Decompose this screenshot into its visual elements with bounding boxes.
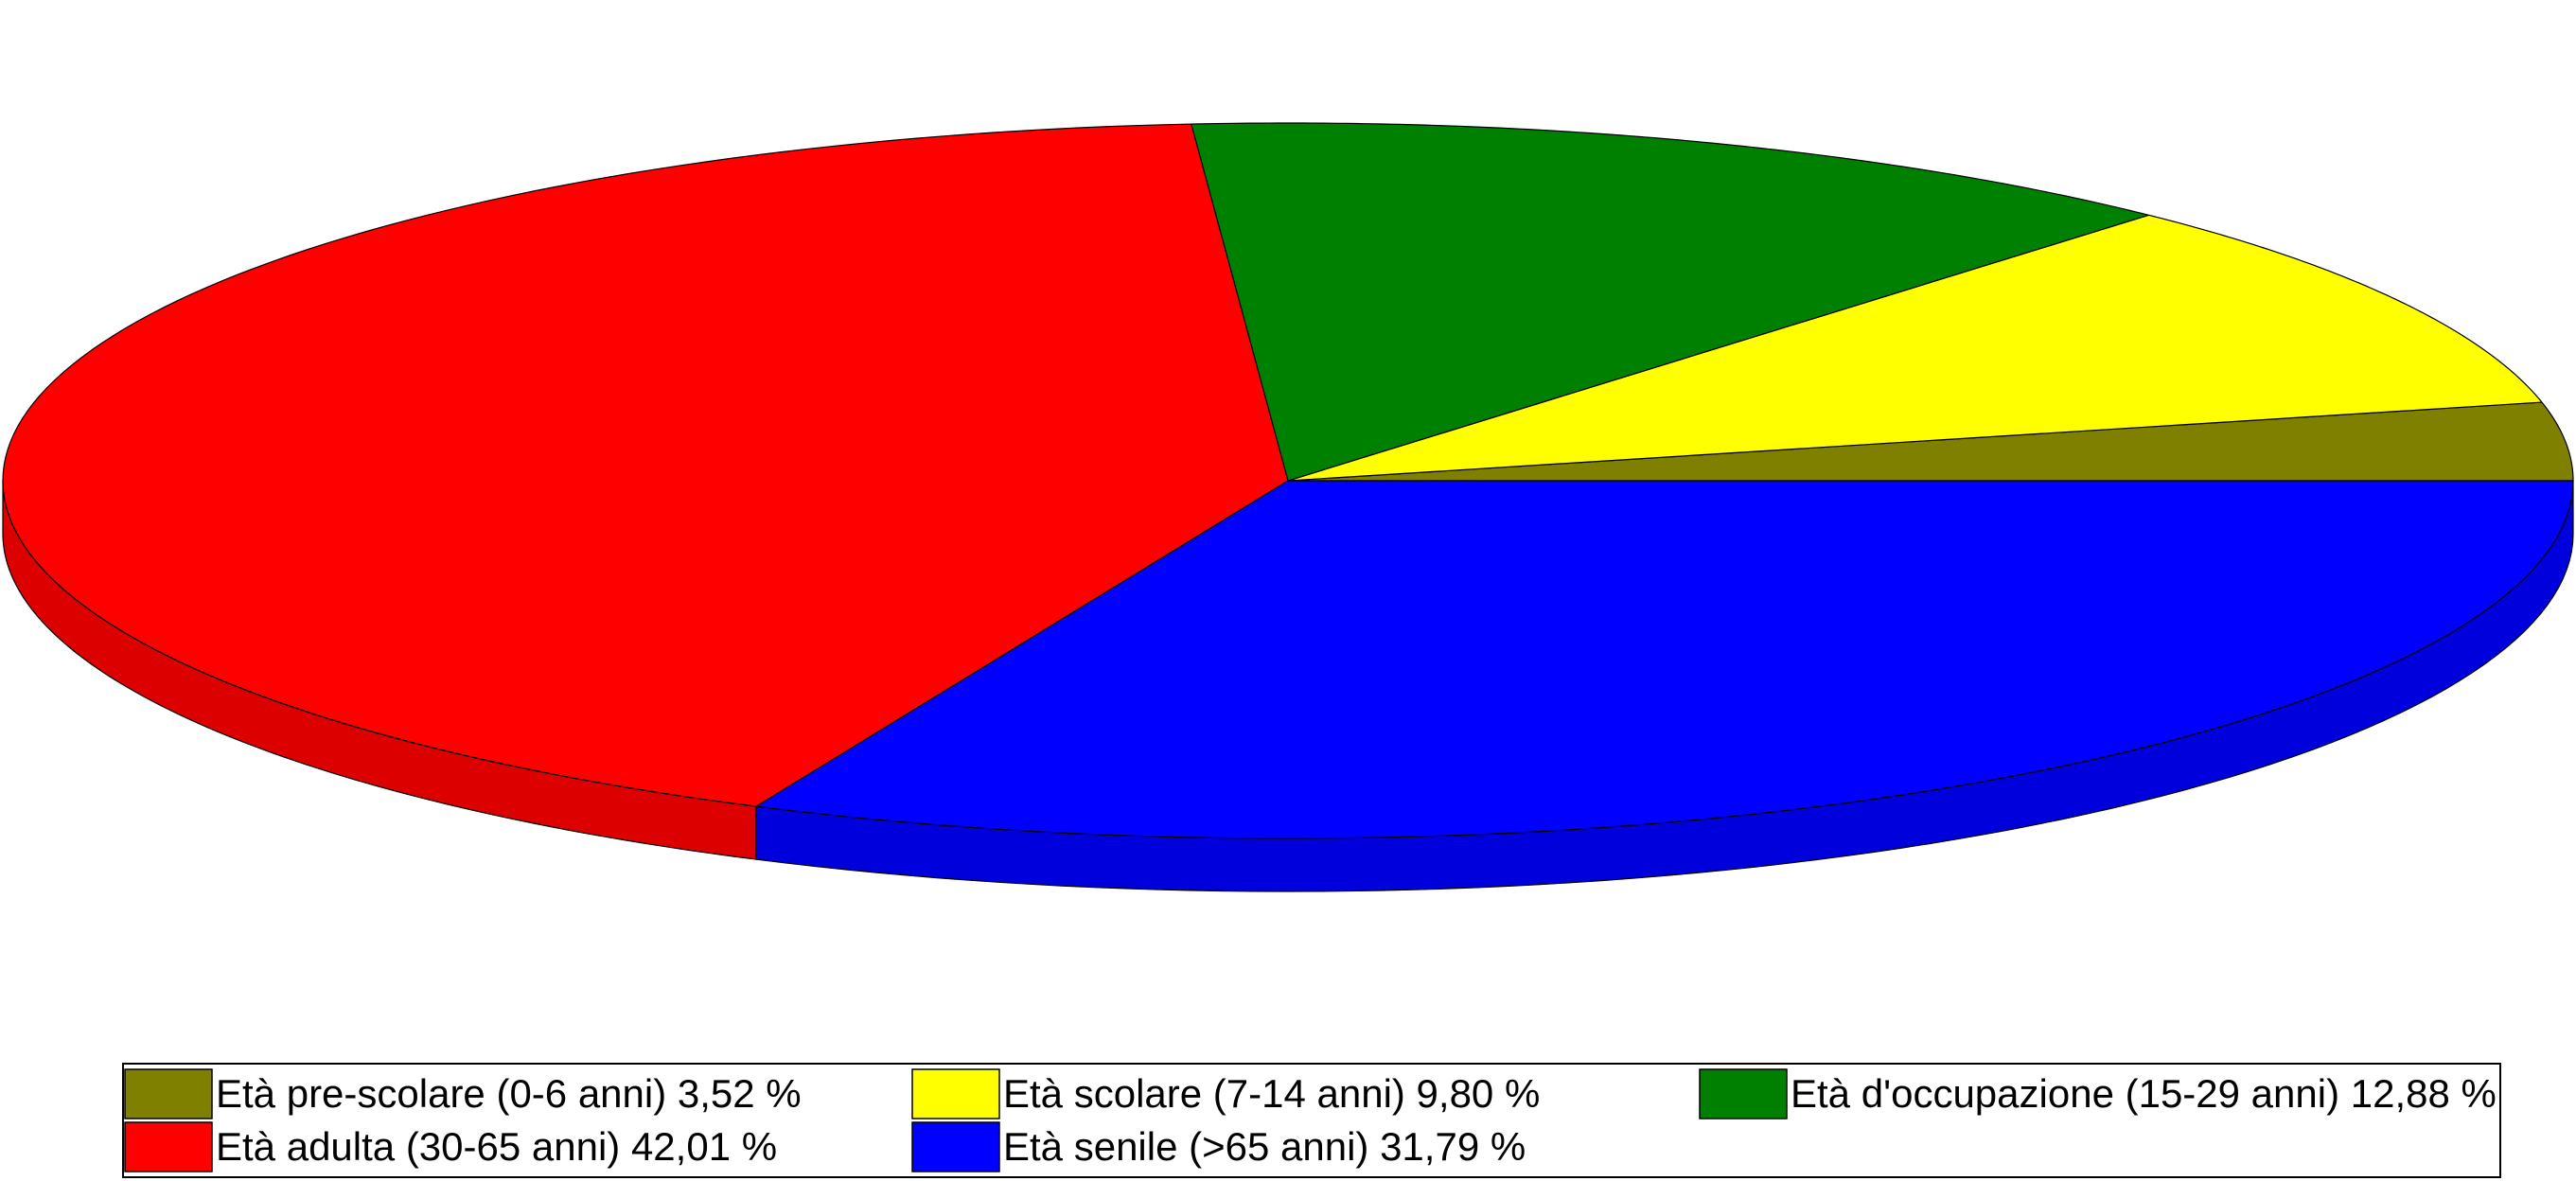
legend-swatch-scolare — [912, 1069, 999, 1119]
legend-swatch-occupazione — [1700, 1069, 1787, 1119]
legend-label-adulta: Età adulta (30-65 anni) 42,01 % — [216, 1124, 778, 1169]
pie-slices-group — [3, 123, 2573, 891]
legend — [123, 1064, 2500, 1177]
pie-top-faces — [3, 123, 2573, 838]
legend-swatch-senile — [912, 1122, 999, 1172]
legend-label-scolare: Età scolare (7-14 anni) 9,80 % — [1003, 1071, 1541, 1116]
legend-label-occupazione: Età d'occupazione (15-29 anni) 12,88 % — [1791, 1071, 2497, 1116]
legend-swatch-pre-scolare — [125, 1069, 212, 1119]
legend-swatch-adulta — [125, 1122, 212, 1172]
legend-label-senile: Età senile (>65 anni) 31,79 % — [1003, 1124, 1526, 1169]
legend-label-pre-scolare: Età pre-scolare (0-6 anni) 3,52 % — [216, 1071, 802, 1116]
